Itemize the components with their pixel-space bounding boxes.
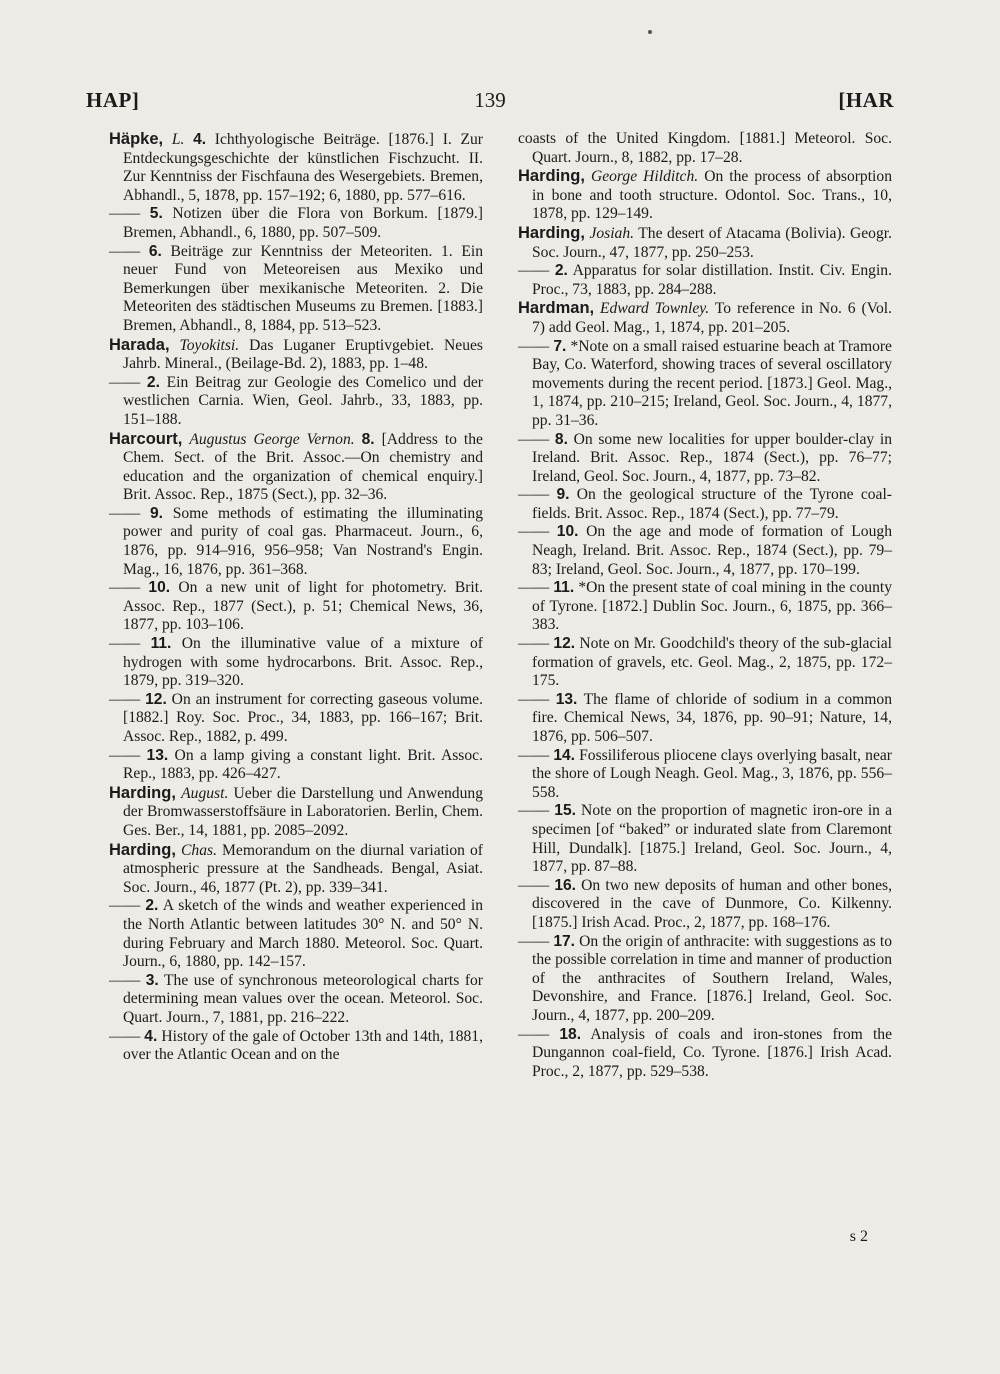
author-entry [109, 336, 483, 374]
entry-text: The use of synchronous meteorological charts for determining mean values over the ocean. Meteorol. Soc. Quart. Journ., 7, 1881, pp. 216–222. [123, 971, 484, 1026]
entry-text: Ein Beitrag zur Geologie des Comelico und der westlichen Carnia. Wien, Geol. Jahrb., 33, 1883, pp. 151–188. [123, 373, 483, 428]
ink-speck [648, 30, 652, 34]
entry-number: 2. [146, 373, 160, 391]
entry-text: *On the present state of coal mining in the county of Tyrone. [1872.] Dublin Soc. Journ., 6, 1875, pp. 366–383. [532, 579, 892, 634]
author-entry [518, 167, 892, 224]
entry-text: Das Luganer Eruptivgebiet. Neues Jahrb. Mineral., (Beilage-Bd. 2), 1883, pp. 1–48. [123, 336, 483, 373]
author-given-name: Toyokitsi. [179, 336, 240, 354]
author-given-name: Josiah. [589, 224, 635, 242]
entry-text: Fossiliferous pliocene clays overlying basalt, near the shore of Lough Neagh. Geol. Mag., 3, 1876, pp. 556–558. [532, 746, 892, 801]
entry-text: Beiträge zur Kenntniss der Meteoriten. 1. Ein neuer Fund von Meteoreisen aus Mexiko und Bemerkungen über mexikanische Meteoriten. 2. Die Meteoriten des städtischen Museums zu Bremen. [1883.] Bremen, Abhandl., 8, 1884, pp. 513–523. [123, 242, 483, 334]
entry-text: *Note on a small raised estuarine beach at Tramore Bay, Co. Waterford, showing traces of several oscillatory movements during the recent period. [1873.] Geol. Mag., 1, 1874, pp. 210–215; Ireland, Geol. Soc. Journ., 4, 1877, pp. 31–36. [532, 337, 892, 429]
entry-number: 12. [145, 690, 167, 708]
author-entry [109, 841, 483, 898]
ditto-dash: —— [518, 876, 550, 894]
entry-text: On a lamp giving a constant light. Brit. Assoc. Rep., 1883, pp. 426–427. [123, 746, 483, 783]
ditto-dash: —— [518, 932, 550, 950]
ditto-dash: —— [518, 262, 550, 280]
entry-number: 4. [193, 131, 207, 148]
entry-text: Notizen über die Flora von Borkum. [1879.] Bremen, Abhandl., 6, 1880, pp. 507–509. [123, 205, 483, 241]
running-header [86, 88, 894, 118]
continuation-entry [109, 205, 483, 242]
entry-number: 9. [149, 504, 163, 522]
continuation-entry [518, 747, 892, 803]
entry-text: History of the gale of October 13th and 14th, 1881, over the Atlantic Ocean and on the [123, 1027, 483, 1064]
entry-number: 13. [146, 746, 169, 764]
continuation-entry [518, 431, 892, 487]
entry-number: 11. [553, 579, 575, 597]
ditto-dash: —— [109, 746, 141, 764]
entry-text: Note on Mr. Goodchild's theory of the sub-glacial formation of gravels, etc. Geol. Mag., 2, 1875, pp. 172–175. [532, 635, 892, 690]
entry-number: 15. [554, 802, 576, 820]
entry-text: [Address to the Chem. Sect. of the Brit. Assoc.—On chemistry and education and the organization of chemical enquiry.] Brit. Assoc. Rep., 1875 (Sect.), pp. 32–36. [123, 430, 483, 504]
continuation-entry [518, 635, 892, 691]
continuation-entry [109, 579, 483, 635]
entry-text: coasts of the United Kingdom. [1881.] Meteorol. Soc. Quart. Journ., 8, 1882, pp. 17–28. [518, 130, 892, 166]
continuation-entry [518, 523, 892, 579]
entry-number: 5. [149, 205, 163, 223]
ditto-dash: —— [518, 1025, 550, 1043]
entry-text: On a new unit of light for photometry. Brit. Assoc. Rep., 1877 (Sect.), p. 51; Chemical News, 36, 1877, pp. 103–106. [123, 579, 483, 634]
author-entry [109, 130, 483, 205]
entry-text: Ichthyologische Beiträge. [1876.] I. Zur Entdeckungsgeschichte der künstlichen Fischzucht. II. Zur Kenntniss der Fischfauna des Wesergebiets. Bremen, Abhandl., 5, 1878, pp. 157–192; 6, 1880, pp. 577–616. [123, 131, 483, 204]
ditto-dash: —— [518, 579, 550, 597]
ditto-dash: —— [109, 242, 141, 260]
left-column [109, 130, 483, 1065]
entry-number: 4. [144, 1027, 158, 1045]
entry-number: 8. [554, 430, 568, 448]
author-entry [518, 224, 892, 262]
right-column [518, 130, 892, 1081]
entry-text: Ueber die Darstellung und Anwendung der Bromwasserstoffsäure in Laboratorien. Berlin, Chem. Ges. Ber., 14, 1881, pp. 2085–2092. [123, 784, 483, 839]
entry-number: 12. [553, 635, 576, 653]
ditto-dash: —— [109, 1027, 141, 1045]
continuation-entry [109, 1028, 483, 1065]
entry-number: 16. [554, 876, 577, 894]
entry-number: 10. [148, 579, 171, 597]
continuation-entry [518, 338, 892, 431]
entry-text: Some methods of estimating the illuminating power and purity of coal gas. Pharmaceut. Journ., 6, 1876, pp. 914–916, 956–958; Van Nostrand's Engin. Mag., 16, 1876, pp. 361–368. [123, 504, 483, 578]
author-surname: Häpke, [109, 130, 164, 148]
continuation-entry [518, 579, 892, 635]
author-surname: Harding, [518, 223, 585, 242]
entry-number: 9. [556, 486, 570, 504]
ditto-dash: —— [518, 690, 550, 708]
ditto-dash: —— [518, 337, 550, 355]
continuation-entry [518, 1026, 892, 1082]
page-number: 139 [474, 88, 506, 112]
entry-text: Note on the proportion of magnetic iron-ore in a specimen [of “baked” or indurated slate from Claremont Hill, Dundalk]. [1875.] Ireland, Geol. Soc. Journ., 4, 1877, pp. 87–88. [532, 802, 892, 876]
author-entry [109, 784, 483, 841]
author-given-name: Augustus George Vernon. [189, 430, 355, 448]
continuation-entry [109, 505, 483, 579]
continuation-entry [518, 933, 892, 1026]
author-entry [518, 299, 892, 337]
continuation-entry [518, 262, 892, 299]
entry-text: On the age and mode of formation of Lough Neagh, Ireland. Brit. Assoc. Rep., 1874 (Sect.), pp. 79–83; Ireland, Geol. Soc. Journ., 4, 1877, pp. 170–199. [532, 523, 892, 578]
author-given-name: L. [171, 131, 185, 148]
entry-text: On an instrument for correcting gaseous volume. [1882.] Roy. Soc. Proc., 34, 1883, pp. 166–167; Brit. Assoc. Rep., 1882, p. 499. [123, 690, 483, 745]
ditto-dash: —— [109, 373, 141, 391]
continuation-entry [109, 747, 483, 784]
ditto-dash: —— [518, 523, 550, 541]
ditto-dash: —— [518, 635, 550, 653]
author-surname: Harding, [109, 840, 176, 859]
continuation-entry [109, 374, 483, 430]
header-right-catchword: [HAR [838, 88, 894, 112]
author-given-name: George Hilditch. [590, 168, 699, 186]
entry-number: 6. [148, 242, 162, 260]
entry-number: 11. [150, 635, 172, 653]
author-entry [109, 430, 483, 505]
author-given-name: Chas. [181, 841, 217, 859]
entry-text: On the illuminative value of a mixture of hydrogen with some hydrocarbons. Brit. Assoc. Rep., 1879, pp. 319–320. [123, 635, 483, 690]
ditto-dash: —— [109, 504, 141, 522]
entry-text: On the geological structure of the Tyrone coal-fields. Brit. Assoc. Rep., 1874 (Sect.), pp. 77–79. [532, 486, 892, 522]
continuation-entry [518, 486, 892, 523]
entry-text: On some new localities for upper boulder-clay in Ireland. Brit. Assoc. Rep., 1874 (Sect.), pp. 76–77; Ireland, Geol. Soc. Journ., 4, 1877, pp. 73–82. [532, 430, 892, 485]
ditto-dash: —— [109, 635, 141, 653]
continuation-entry [518, 877, 892, 933]
ditto-dash: —— [518, 486, 550, 504]
ditto-dash: —— [109, 205, 141, 223]
ditto-dash: —— [109, 897, 141, 915]
entry-number: 7. [553, 337, 567, 355]
continuation-entry [109, 691, 483, 747]
entry-number: 8. [361, 430, 375, 448]
author-surname: Hardman, [518, 299, 595, 318]
ditto-dash: —— [518, 746, 550, 764]
author-surname: Harding, [109, 783, 176, 802]
continuation-entry [518, 802, 892, 876]
author-given-name: August. [181, 784, 229, 802]
entry-number: 18. [559, 1025, 582, 1043]
continuation-entry [109, 243, 483, 336]
continuation-entry [518, 130, 892, 167]
author-surname: Harding, [518, 167, 585, 186]
entry-number: 17. [553, 932, 576, 950]
entry-text: On the process of absorption in bone and tooth structure. Odontol. Soc. Trans., 10, 1878, pp. 129–149. [532, 168, 892, 223]
entry-number: 10. [556, 523, 579, 541]
entry-number: 13. [555, 690, 578, 708]
ditto-dash: —— [109, 971, 141, 989]
signature-mark: s 2 [849, 1228, 868, 1245]
entry-text: Apparatus for solar distillation. Instit. Civ. Engin. Proc., 73, 1883, pp. 284–288. [532, 262, 892, 298]
author-given-name: Edward Townley. [600, 300, 710, 318]
ditto-dash: —— [109, 690, 141, 708]
continuation-entry [109, 897, 483, 971]
entry-number: 3. [145, 971, 159, 989]
entry-text: Analysis of coals and iron-stones from the Dungannon coal-field, Co. Tyrone. [1876.] Irish Acad. Proc., 2, 1877, pp. 529–538. [532, 1025, 892, 1080]
author-surname: Harcourt, [109, 429, 183, 448]
entry-text: On two new deposits of human and other bones, discovered in the cave of Dunmore, Co. Kilkenny. [1875.] Irish Acad. Proc., 2, 1877, pp. 168–176. [532, 876, 892, 931]
continuation-entry [109, 635, 483, 691]
entry-number: 14. [553, 746, 575, 764]
header-left-catchword: HAP] [86, 88, 140, 112]
continuation-entry [518, 691, 892, 747]
entry-text: To reference in No. 6 (Vol. 7) add Geol. Mag., 1, 1874, pp. 201–205. [532, 300, 892, 336]
ditto-dash: —— [109, 579, 141, 597]
continuation-entry [109, 972, 483, 1028]
entry-text: The desert of Atacama (Bolivia). Geogr. Soc. Journ., 47, 1877, pp. 250–253. [532, 224, 893, 261]
ditto-dash: —— [518, 430, 550, 448]
author-surname: Harada, [109, 335, 170, 354]
entry-number: 2. [554, 262, 568, 280]
entry-text: A sketch of the winds and weather experienced in the North Atlantic between latitudes 30° N. and 50° N. during February and March 1880. Meteorol. Soc. Quart. Journ., 6, 1880, pp. 142–157. [123, 897, 483, 971]
entry-text: Memorandum on the diurnal variation of atmospheric pressure at the Sandheads. Bengal, Asiat. Soc. Journ., 46, 1877 (Pt. 2), pp. 339–341. [123, 841, 483, 896]
entry-number: 2. [145, 897, 159, 915]
entry-text: On the origin of anthracite: with suggestions as to the possible correlation in time and manner of production of the anthracites of Southern Ireland, Wales, Devonshire, and France. [1876.] Ireland, Geol. Soc. Journ., 4, 1877, pp. 200–209. [532, 932, 892, 1024]
ditto-dash: —— [518, 802, 550, 820]
entry-text: The flame of chloride of sodium in a common fire. Chemical News, 34, 1876, pp. 90–91; Nature, 14, 1876, pp. 506–507. [532, 690, 892, 745]
